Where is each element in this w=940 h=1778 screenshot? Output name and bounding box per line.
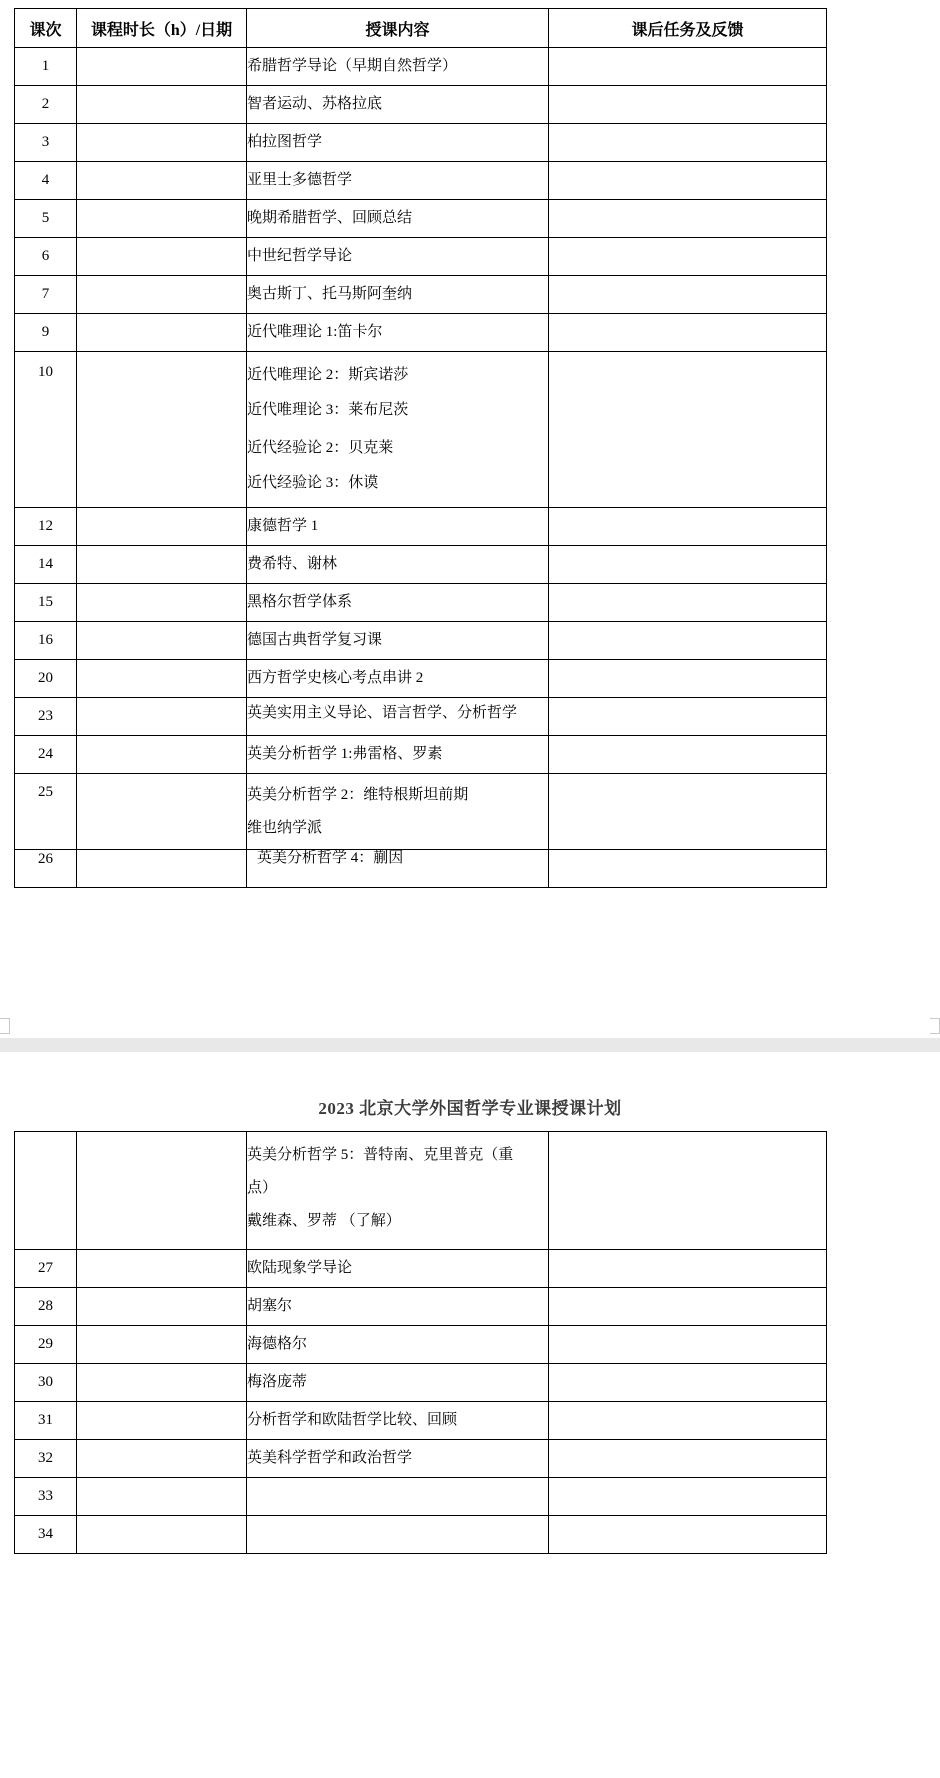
cell-duration [77, 546, 247, 584]
table-row [15, 1250, 827, 1288]
cell-task [549, 736, 827, 774]
cell-duration [77, 48, 247, 86]
cell-content [247, 276, 549, 314]
content-line: 戴维森、罗蒂 （了解） [247, 1213, 401, 1229]
document-page [0, 8, 940, 1778]
cell-duration [77, 622, 247, 660]
cell-task [549, 508, 827, 546]
cell-lesson-no: 20 [15, 660, 77, 698]
cell-duration [77, 508, 247, 546]
table-row [15, 352, 827, 508]
table-row [15, 584, 827, 622]
cell-task [549, 162, 827, 200]
cell-lesson-no: 16 [15, 622, 77, 660]
content-line: 智者运动、苏格拉底 [247, 95, 383, 112]
table-row [15, 1131, 827, 1250]
cell-lesson-no: 32 [15, 1440, 77, 1478]
cell-duration [77, 276, 247, 314]
content-line: 近代经验论 2：贝克莱 [247, 439, 394, 456]
edge-mark-left [0, 1018, 10, 1034]
content-line: 柏拉图哲学 [247, 133, 323, 150]
cell-duration [77, 1516, 247, 1554]
cell-content [247, 1516, 549, 1554]
cell-content [247, 622, 549, 660]
content-line: 海德格尔 [247, 1336, 308, 1353]
table-row [15, 1402, 827, 1440]
content-line: 分析哲学和欧陆哲学比较、回顾 [247, 1412, 458, 1429]
table-row [15, 849, 827, 887]
table-section-top [0, 8, 940, 888]
table-header-row [15, 9, 827, 48]
content-line: 西方哲学史核心考点串讲 2 [247, 669, 424, 686]
header-task-feedback: 课后任务及反馈 [549, 9, 827, 48]
cell-duration [77, 1326, 247, 1364]
course-plan-table-part2 [14, 1131, 827, 1555]
header-lesson-no: 课次 [15, 9, 77, 48]
content-line: 亚里士多德哲学 [247, 171, 353, 188]
cell-content [247, 314, 549, 352]
content-line: 英美分析哲学 5：普特南、克里普克（重 [247, 1146, 514, 1163]
cell-lesson-no: 10 [15, 352, 77, 508]
cell-lesson-no: 3 [15, 124, 77, 162]
cell-lesson-no: 6 [15, 238, 77, 276]
cell-task [549, 584, 827, 622]
cell-task [549, 774, 827, 850]
content-line: 胡塞尔 [247, 1298, 293, 1315]
cell-lesson-no: 4 [15, 162, 77, 200]
table-row [15, 622, 827, 660]
cell-task [549, 1440, 827, 1478]
table-body-part1 [15, 48, 827, 888]
content-line: 英美分析哲学 2：维特根斯坦前期 [247, 787, 469, 803]
table-row [15, 1478, 827, 1516]
cell-duration [77, 849, 247, 887]
cell-duration [77, 352, 247, 508]
cell-content [247, 162, 549, 200]
page-gap [0, 888, 940, 1018]
content-line: 点） [247, 1179, 278, 1196]
cell-duration [77, 238, 247, 276]
cell-lesson-no: 24 [15, 736, 77, 774]
cell-lesson-no: 14 [15, 546, 77, 584]
table-row [15, 1364, 827, 1402]
cell-content [247, 584, 549, 622]
cell-task [549, 1402, 827, 1440]
cell-content [247, 736, 549, 774]
content-line: 晚期希腊哲学、回顾总结 [247, 209, 413, 226]
cell-task [549, 48, 827, 86]
cell-content [247, 1326, 549, 1364]
cell-content [247, 1131, 549, 1250]
cell-content [247, 1250, 549, 1288]
cell-content [247, 849, 549, 887]
cell-task [549, 1364, 827, 1402]
cell-duration [77, 1250, 247, 1288]
content-line: 康德哲学 1 [247, 517, 319, 534]
cell-task [549, 660, 827, 698]
table-row [15, 546, 827, 584]
header-content: 授课内容 [247, 9, 549, 48]
cell-duration [77, 200, 247, 238]
content-line: 维也纳学派 [247, 820, 323, 837]
cell-task [549, 314, 827, 352]
cell-task [549, 352, 827, 508]
cell-lesson-no: 34 [15, 1516, 77, 1554]
cell-lesson-no: 15 [15, 584, 77, 622]
cell-content [247, 1440, 549, 1478]
cell-duration [77, 584, 247, 622]
edge-mark-right [930, 1018, 940, 1034]
cell-duration [77, 736, 247, 774]
page-separator-band [0, 1038, 940, 1052]
cell-task [549, 1288, 827, 1326]
table-row [15, 1326, 827, 1364]
cell-task [549, 1516, 827, 1554]
header-duration-date: 课程时长（h）/日期 [77, 9, 247, 48]
cell-task [549, 1326, 827, 1364]
cell-content [247, 1478, 549, 1516]
cell-content [247, 1364, 549, 1402]
table-row [15, 124, 827, 162]
cell-content [247, 238, 549, 276]
cell-lesson-no: 25 [15, 774, 77, 850]
content-line: 近代经验论 3：休谟 [247, 474, 379, 491]
content-line: 奥古斯丁、托马斯阿奎纳 [247, 285, 413, 302]
content-line: 近代唯理论 3：莱布尼茨 [247, 402, 409, 419]
cell-task [549, 1478, 827, 1516]
content-line: 希腊哲学导论（早期自然哲学） [247, 57, 458, 74]
content-line: 费希特、谢林 [247, 555, 338, 572]
cell-lesson-no [15, 1131, 77, 1250]
cell-task [549, 86, 827, 124]
cell-content [247, 1402, 549, 1440]
cell-duration [77, 86, 247, 124]
cell-duration [77, 1364, 247, 1402]
cell-task [549, 546, 827, 584]
cell-duration [77, 1288, 247, 1326]
cell-lesson-no: 27 [15, 1250, 77, 1288]
cell-content [247, 200, 549, 238]
cell-task [549, 276, 827, 314]
cell-lesson-no: 30 [15, 1364, 77, 1402]
cell-lesson-no: 5 [15, 200, 77, 238]
table-row [15, 86, 827, 124]
table-row [15, 314, 827, 352]
cell-task [549, 238, 827, 276]
content-line: 英美实用主义导论、语言哲学、分析哲学 [247, 704, 518, 721]
cell-lesson-no: 2 [15, 86, 77, 124]
cell-task [549, 124, 827, 162]
content-line: 26 [38, 850, 53, 867]
table-row [15, 774, 827, 850]
table-row [15, 660, 827, 698]
table-section-bottom [0, 1131, 940, 1555]
cell-content [247, 1288, 549, 1326]
cell-duration [77, 1478, 247, 1516]
cell-task [549, 698, 827, 736]
content-line: 近代唯理论 2：斯宾诺莎 [247, 367, 409, 383]
cell-lesson-no: 29 [15, 1326, 77, 1364]
cell-lesson-no: 23 [15, 698, 77, 736]
content-line: 近代唯理论 1:笛卡尔 [247, 323, 383, 340]
cell-duration [77, 660, 247, 698]
cell-content [247, 124, 549, 162]
table-row [15, 276, 827, 314]
cell-task [549, 200, 827, 238]
cell-lesson-no: 33 [15, 1478, 77, 1516]
cell-content [247, 86, 549, 124]
content-line: 中世纪哲学导论 [247, 247, 353, 264]
cell-task [549, 849, 827, 887]
table-row [15, 48, 827, 86]
cell-duration [77, 774, 247, 850]
cell-task [549, 1250, 827, 1288]
cell-content [247, 660, 549, 698]
table-row [15, 162, 827, 200]
content-line: 英美分析哲学 4：蒯因 [257, 850, 404, 867]
content-line: 英美分析哲学 1:弗雷格、罗素 [247, 745, 443, 762]
cell-duration [77, 124, 247, 162]
cell-content [247, 48, 549, 86]
page-edge-marks [0, 1018, 940, 1038]
content-line: 梅洛庞蒂 [247, 1374, 308, 1391]
table-row [15, 1440, 827, 1478]
content-line: 德国古典哲学复习课 [247, 631, 383, 648]
content-line: 英美科学哲学和政治哲学 [247, 1450, 413, 1467]
table-body-part2 [15, 1131, 827, 1554]
content-line: 欧陆现象学导论 [247, 1260, 353, 1277]
table-row [15, 1516, 827, 1554]
table-row [15, 238, 827, 276]
cell-duration [77, 1440, 247, 1478]
table-row [15, 1288, 827, 1326]
cell-content [247, 698, 549, 736]
cell-lesson-no: 9 [15, 314, 77, 352]
cell-content [247, 508, 549, 546]
cell-lesson-no [15, 849, 77, 887]
table-row [15, 508, 827, 546]
cell-content [247, 774, 549, 850]
cell-duration [77, 1402, 247, 1440]
table-header [15, 9, 827, 48]
cell-content [247, 352, 549, 508]
cell-content [247, 546, 549, 584]
cell-lesson-no: 31 [15, 1402, 77, 1440]
table-row [15, 736, 827, 774]
cell-task [549, 622, 827, 660]
cell-lesson-no: 12 [15, 508, 77, 546]
content-line: 黑格尔哲学体系 [247, 593, 353, 610]
course-plan-table-part1 [14, 8, 827, 888]
page-title: 2023 北京大学外国哲学专业课授课计划 [318, 1098, 622, 1118]
table-row [15, 698, 827, 736]
cell-lesson-no: 7 [15, 276, 77, 314]
cell-duration [77, 162, 247, 200]
cell-duration [77, 314, 247, 352]
cell-lesson-no: 1 [15, 48, 77, 86]
cell-task [549, 1131, 827, 1250]
cell-duration [77, 698, 247, 736]
table-row [15, 200, 827, 238]
cell-lesson-no: 28 [15, 1288, 77, 1326]
cell-duration [77, 1131, 247, 1250]
